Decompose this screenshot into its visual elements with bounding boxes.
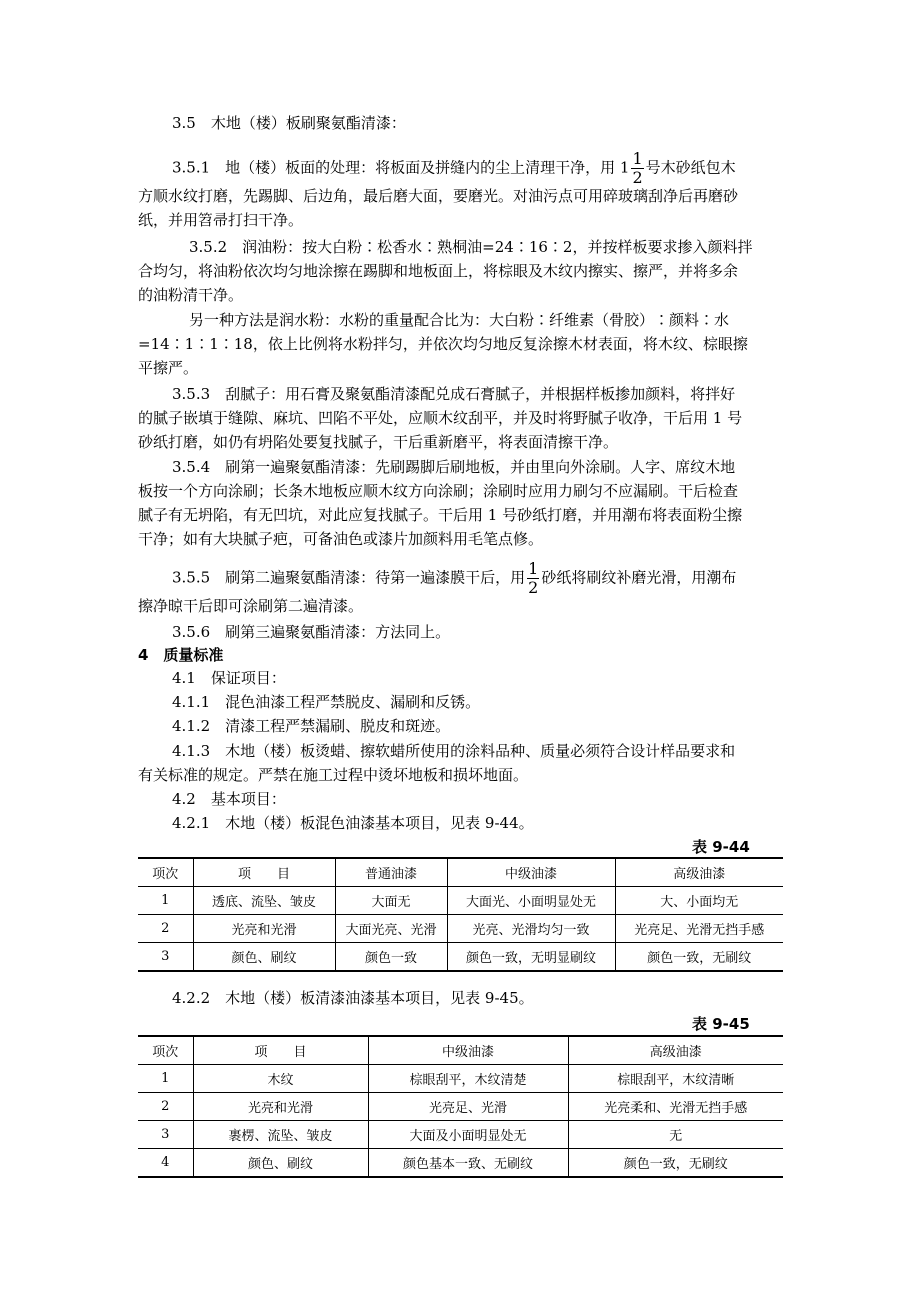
para-3-5-2-line1: 3.5.2 润油粉：按大白粉∶松香水∶熟桐油=24∶16∶2，并按样板要求掺入颜料拌 bbox=[189, 238, 753, 256]
fraction-numerator: 1 bbox=[632, 149, 643, 168]
para-alt-line3: 平擦严。 bbox=[138, 359, 199, 377]
para-3-5-1-text: 3.5.1 地（楼）板面的处理：将板面及拼缝内的尘上清理干净，用 1 bbox=[172, 158, 630, 177]
table-header-cell: 项 目 bbox=[193, 858, 335, 887]
table-header-cell: 普通油漆 bbox=[335, 858, 447, 887]
para-4-2-2: 4.2.2 木地（楼）板清漆油漆基本项目，见表 9-45。 bbox=[172, 989, 534, 1007]
table-cell: 颜色、刷纹 bbox=[193, 1149, 368, 1178]
table-cell: 3 bbox=[138, 1121, 193, 1149]
para-3-5-5-line2: 擦净晾干后即可涂刷第二遍清漆。 bbox=[138, 597, 364, 615]
table-cell: 1 bbox=[138, 1065, 193, 1093]
table-cell: 透底、流坠、皱皮 bbox=[193, 887, 335, 915]
table-header-row bbox=[138, 858, 783, 887]
table-cell: 裹楞、流坠、皱皮 bbox=[193, 1121, 368, 1149]
table-cell: 棕眼刮平，木纹清楚 bbox=[368, 1065, 568, 1093]
para-3-5-5-line1 bbox=[172, 560, 736, 597]
heading-4-1: 4.1 保证项目： bbox=[172, 669, 286, 687]
table-header-cell: 中级油漆 bbox=[368, 1036, 568, 1065]
para-3-5-3-line3: 砂纸打磨，如仍有坍陷处要复找腻子，干后重新磨平，将表面清擦干净。 bbox=[138, 433, 619, 451]
table-header-cell: 项次 bbox=[138, 1036, 193, 1065]
para-4-1-2: 4.1.2 清漆工程严禁漏刷、脱皮和斑迹。 bbox=[172, 717, 451, 735]
para-3-5-2-line3: 的油粉清干净。 bbox=[138, 286, 244, 304]
heading-4: 4 质量标准 bbox=[138, 646, 224, 664]
table-row bbox=[138, 943, 783, 972]
para-4-1-3-line2: 有关标准的规定。严禁在施工过程中烫坏地板和损坏地面。 bbox=[138, 766, 529, 784]
table-9-44-caption: 表 9-44 bbox=[692, 838, 750, 856]
para-3-5-3-line1: 3.5.3 刮腻子：用石膏及聚氨酯清漆配兑成石膏腻子，并根据样板掺加颜料，将拌好 bbox=[172, 385, 736, 403]
table-cell: 颜色一致，无刷纹 bbox=[568, 1149, 783, 1178]
table-cell: 木纹 bbox=[193, 1065, 368, 1093]
para-3-5-1-line1 bbox=[172, 150, 736, 187]
table-cell: 光亮、光滑均匀一致 bbox=[447, 915, 615, 943]
heading-3-5: 3.5 木地（楼）板刷聚氨酯清漆： bbox=[172, 114, 406, 132]
table-cell: 颜色一致 bbox=[335, 943, 447, 972]
table-cell: 大面及小面明显处无 bbox=[368, 1121, 568, 1149]
table-cell: 光亮足、光滑无挡手感 bbox=[615, 915, 783, 943]
fraction-numerator: 1 bbox=[528, 559, 539, 578]
table-cell: 大面无 bbox=[335, 887, 447, 915]
table-cell: 大面光亮、光滑 bbox=[335, 915, 447, 943]
table-cell: 棕眼刮平，木纹清晰 bbox=[568, 1065, 783, 1093]
table-header-row bbox=[138, 1036, 783, 1065]
table-9-45 bbox=[138, 1035, 783, 1178]
fraction-half bbox=[527, 560, 539, 597]
table-cell: 3 bbox=[138, 943, 193, 972]
fraction-half bbox=[631, 150, 643, 187]
para-3-5-5-text-post: 砂纸将刷纹补磨光滑，用潮布 bbox=[541, 568, 737, 587]
table-cell: 无 bbox=[568, 1121, 783, 1149]
para-3-5-2-line2: 合均匀，将油粉依次均匀地涂擦在踢脚和地板面上，将棕眼及木纹内擦实、擦严，并将多余 bbox=[138, 262, 739, 280]
table-header-cell: 高级油漆 bbox=[568, 1036, 783, 1065]
table-cell: 4 bbox=[138, 1149, 193, 1178]
para-3-5-6: 3.5.6 刷第三遍聚氨酯清漆：方法同上。 bbox=[172, 623, 451, 641]
table-cell: 1 bbox=[138, 887, 193, 915]
table-row bbox=[138, 1093, 783, 1121]
table-cell: 2 bbox=[138, 915, 193, 943]
table-cell: 2 bbox=[138, 1093, 193, 1121]
fraction-denominator: 2 bbox=[632, 168, 643, 187]
table-header-cell: 项次 bbox=[138, 858, 193, 887]
para-3-5-4-line4: 干净；如有大块腻子疤，可备油色或漆片加颜料用毛笔点修。 bbox=[138, 530, 544, 548]
table-row bbox=[138, 887, 783, 915]
table-cell: 颜色基本一致、无刷纹 bbox=[368, 1149, 568, 1178]
table-9-44 bbox=[138, 857, 783, 972]
para-3-5-5-text: 3.5.5 刷第二遍聚氨酯清漆：待第一遍漆膜干后，用 bbox=[172, 568, 526, 587]
table-cell: 大、小面均无 bbox=[615, 887, 783, 915]
table-cell: 光亮和光滑 bbox=[193, 1093, 368, 1121]
para-3-5-1-line2: 方顺水纹打磨，先踢脚、后边角，最后磨大面，要磨光。对油污点可用碎玻璃刮净后再磨砂 bbox=[138, 187, 739, 205]
para-3-5-1-text-post: 号木砂纸包木 bbox=[645, 158, 736, 177]
para-3-5-4-line1: 3.5.4 刷第一遍聚氨酯清漆：先刷踢脚后刷地板，并由里向外涂刷。人字、席纹木地 bbox=[172, 458, 736, 476]
para-4-1-3-line1: 4.1.3 木地（楼）板烫蜡、擦软蜡所使用的涂料品种、质量必须符合设计样品要求和 bbox=[172, 742, 736, 760]
table-header-cell: 项 目 bbox=[193, 1036, 368, 1065]
table-9-45-caption: 表 9-45 bbox=[692, 1015, 750, 1033]
para-4-1-1: 4.1.1 混色油漆工程严禁脱皮、漏刷和反锈。 bbox=[172, 693, 481, 711]
table-header-cell: 中级油漆 bbox=[447, 858, 615, 887]
para-alt-line2: =14∶1∶1∶18，依上比例将水粉拌匀，并依次均匀地反复涂擦木材表面，将木纹、棕眼擦 bbox=[138, 335, 748, 353]
table-row bbox=[138, 915, 783, 943]
para-3-5-3-line2: 的腻子嵌填于缝隙、麻坑、凹陷不平处，应顺木纹刮平，并及时将野腻子收净，干后用 1 号 bbox=[138, 409, 743, 427]
table-cell: 颜色、刷纹 bbox=[193, 943, 335, 972]
table-cell: 光亮柔和、光滑无挡手感 bbox=[568, 1093, 783, 1121]
table-cell: 光亮足、光滑 bbox=[368, 1093, 568, 1121]
fraction-denominator: 2 bbox=[528, 578, 539, 597]
table-row bbox=[138, 1149, 783, 1178]
table-cell: 光亮和光滑 bbox=[193, 915, 335, 943]
table-row bbox=[138, 1121, 783, 1149]
para-3-5-1-line3: 纸，并用笤帚打扫干净。 bbox=[138, 211, 304, 229]
table-cell: 颜色一致，无明显刷纹 bbox=[447, 943, 615, 972]
para-alt-line1: 另一种方法是润水粉：水粉的重量配合比为：大白粉∶纤维素（骨胶）∶颜料∶水 bbox=[189, 311, 730, 329]
heading-4-2: 4.2 基本项目： bbox=[172, 790, 286, 808]
table-row bbox=[138, 1065, 783, 1093]
table-cell: 颜色一致，无刷纹 bbox=[615, 943, 783, 972]
table-header-cell: 高级油漆 bbox=[615, 858, 783, 887]
table-cell: 大面光、小面明显处无 bbox=[447, 887, 615, 915]
para-3-5-4-line2: 板按一个方向涂刷；长条木地板应顺木纹方向涂刷；涂刷时应用力刷匀不应漏刷。干后检查 bbox=[138, 482, 739, 500]
para-4-2-1: 4.2.1 木地（楼）板混色油漆基本项目，见表 9-44。 bbox=[172, 814, 534, 832]
para-3-5-4-line3: 腻子有无坍陷，有无凹坑，对此应复找腻子。干后用 1 号砂纸打磨，并用潮布将表面粉尘擦 bbox=[138, 506, 743, 524]
